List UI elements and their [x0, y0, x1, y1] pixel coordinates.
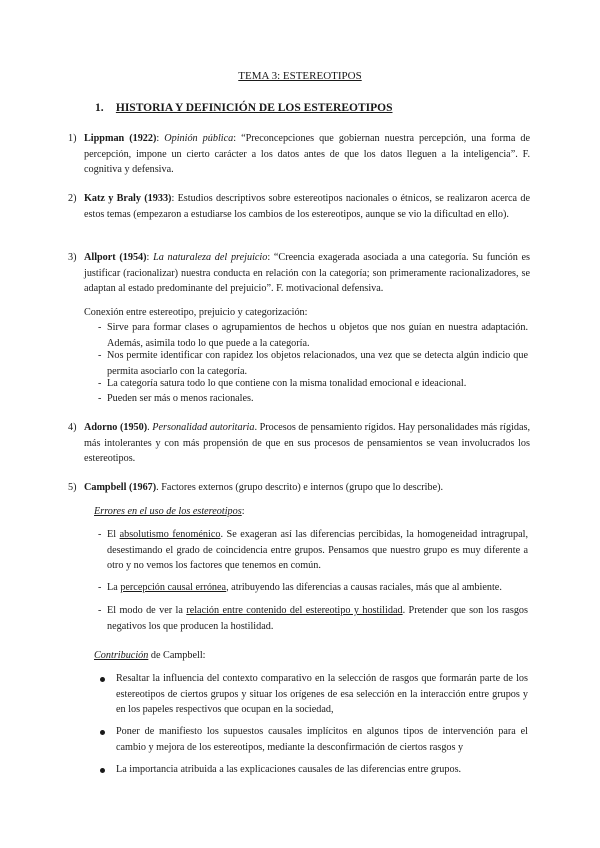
- author-name: Adorno (1950): [84, 422, 148, 433]
- section-title: HISTORIA Y DEFINICIÓN DE LOS ESTEREOTIPOS: [115, 102, 393, 114]
- conexion-point: - Pueden ser más o menos racionales.: [98, 393, 254, 404]
- list-item: Resaltar la influencia del contexto comparativo en la selección de rasgos que formarán parte de los estereotipos de ciertos grupos y situar los orígenes de esa selección en la interacción entre grupos y en los papeles respectivos que ocupan en la sociedad,: [100, 671, 528, 718]
- list-item-katz-braly: 2) Katz y Braly (1933): Estudios descriptivos sobre estereotipos nacionales o étnicos, se realizaron acerca de estos temas (empezaron a estudiarse los cambios de los estereotipos, aunque se vio la dificultad en ello).: [68, 193, 530, 220]
- bullet-icon: [100, 730, 105, 735]
- list-item-campbell: 5) Campbell (1967). Factores externos (grupo descrito) e internos (grupo que lo describe).: [68, 482, 444, 493]
- author-name: Katz y Braly (1933): [84, 193, 172, 204]
- work-title: La naturaleza del prejuicio: [153, 252, 268, 263]
- document-title: TEMA 3: ESTEREOTIPOS: [238, 70, 362, 82]
- list-item: La importancia atribuida a las explicaciones causales de las diferencias entre grupos.: [100, 762, 528, 778]
- error-point: - La percepción causal errónea, atribuyendo las diferencias a causas raciales, más que al ambiente.: [98, 582, 502, 593]
- bullet-icon: [100, 768, 105, 773]
- list-item-allport: 3) Allport (1954): La naturaleza del prejuicio: “Creencia exagerada asociada a una categoría. Su función es justificar (racionalizar) nuestra conducta en relación con la categoría; son primeramente racionalizadores, se adaptan al estado predominante del prejuicio”. F. motivacional defensiva.: [68, 252, 530, 295]
- list-item-adorno: 4) Adorno (1950). Personalidad autoritaria. Procesos de pensamiento rígidos. Hay personalidades más rígidas, más intolerantes y con más propensión de que en sus procesos de pensamientos se vean involucrados los estereotipos.: [68, 422, 530, 465]
- conexion-point: - Nos permite identificar con rapidez los objetos relacionados, una vez que se detecta algún indicio que permita asociarlo con la categoría.: [98, 350, 528, 377]
- error-point: - El modo de ver la relación entre contenido del estereotipo y hostilidad. Pretender que son los rasgos negativos los que producen la hostilidad.: [98, 605, 528, 632]
- list-item: Poner de manifiesto los supuestos causales implícitos en algunos tipos de intervención para el cambio y mejora de los estereotipos, mediante la desconfirmación de ciertos rasgos y: [100, 724, 528, 755]
- list-item-lippman: 1) Lippman (1922): Opinión pública: “Preconcepciones que gobiernan nuestra percepción, una forma de percepción, impone un cierto carácter a los datos antes de que los datos lleguen a la inteligencia”. F. cognitiva y defensiva.: [68, 133, 530, 176]
- bullet-icon: [100, 677, 105, 682]
- section-heading: [95, 102, 393, 114]
- error-term: absolutismo fenoménico: [119, 529, 221, 540]
- work-title: Opinión pública: [164, 133, 234, 144]
- conexion-point: - Sirve para formar clases o agrupamientos de hechos u objetos que nos guían en nuestra adaptación. Además, asimila todo lo que puede a la categoría.: [98, 322, 528, 349]
- author-name: Lippman (1922): [84, 133, 157, 144]
- error-term: relación entre contenido del estereotipo y hostilidad: [186, 605, 403, 616]
- errores-heading: Errores en el uso de los estereotipos:: [94, 506, 245, 517]
- section-number: 1.: [95, 102, 104, 114]
- author-name: Allport (1954): [84, 252, 147, 263]
- conexion-intro: Conexión entre estereotipo, prejuicio y categorización:: [84, 307, 308, 318]
- work-title: Personalidad autoritaria: [152, 422, 255, 433]
- error-point: - El absolutismo fenoménico. Se exageran así las diferencias percibidas, la homogeneidad intragrupal, desestimando el grado de coincidencia entre grupos. Pensamos que nuestro grupo es muy diferente a otro y no vemos los factores que tenemos en común.: [98, 529, 528, 572]
- author-name: Campbell (1967): [84, 482, 157, 493]
- error-term: percepción causal errónea: [120, 582, 227, 593]
- conexion-point: - La categoría satura todo lo que contiene con la misma tonalidad emocional e ideacional.: [98, 378, 467, 389]
- contribucion-heading: Contribución de Campbell:: [94, 650, 206, 661]
